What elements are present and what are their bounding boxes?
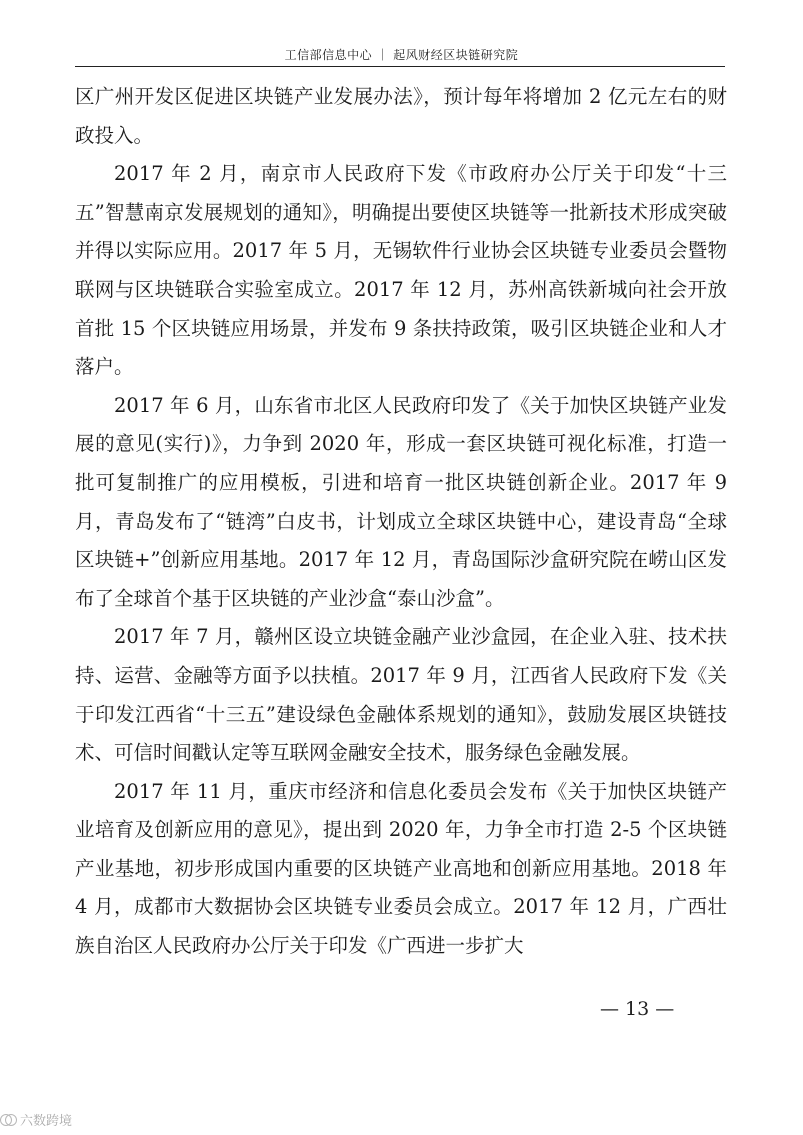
- page-header: 工信部信息中心 ｜ 起风财经区块链研究院: [284, 48, 519, 62]
- source-watermark: [0, 1110, 72, 1129]
- link-icon: [0, 1114, 16, 1126]
- watermark-text: 六数跨境: [20, 1114, 73, 1129]
- paragraph-continuation: 区广州开发区促进区块链产业发展办法》，预计每年将增加 2 亿元左右的财政投入。: [75, 85, 727, 147]
- paragraph-chongqing: 2017 年 11 月，重庆市经济和信息化委员会发布《关于加快区块链产业培育及创新应用的意见》，提出到 2020 年，力争全市打造 2-5 个区块链产业基地，初步形成国内重要的区块链产业高地和创新应用基地。2018 年 4 月，成都市大数据协会区块链专业委员会成立。2017 年 12 月，广西壮族自治区人民政府办公厅关于印发《广西进一步扩大: [75, 779, 727, 958]
- header-rule: [75, 66, 725, 67]
- paragraph-ganzhou: 2017 年 7 月，赣州区设立块链金融产业沙盒园，在企业入驻、技术扶持、运营、金融等方面予以扶植。2017 年 9 月，江西省人民政府下发《关于印发江西省“十三五”建设绿色金融体系规划的通知》，鼓励发展区块链技术、可信时间戳认定等互联网金融安全技术，服务绿色金融发展。: [75, 625, 727, 765]
- page-number: — 13 —: [600, 998, 675, 1020]
- paragraph-nanjing: 2017 年 2 月，南京市人民政府下发《市政府办公厅关于印发“十三五”智慧南京发展规划的通知》，明确提出要使区块链等一批新技术形成突破并得以实际应用。2017 年 5 月，无锡软件行业协会区块链专业委员会暨物联网与区块链联合实验室成立。2017 年 12 月，苏州高铁新城向社会开放首批 15 个区块链应用场景，并发布 9 条扶持政策，吸引区块链企业和人才落户。: [75, 162, 727, 379]
- paragraph-shandong: 2017 年 6 月，山东省市北区人民政府印发了《关于加快区块链产业发展的意见(实行)》，力争到 2020 年，形成一套区块链可视化标准，打造一批可复制推广的应用模板，引进和培育一批区块链创新企业。2017 年 9 月，青岛发布了“链湾”白皮书，计划成立全球区块链中心，建设青岛“全球区块链+”创新应用基地。2017 年 12 月，青岛国际沙盒研究院在崂山区发布了全球首个基于区块链的产业沙盒“泰山沙盒”。: [75, 393, 727, 610]
- document-body: [75, 78, 727, 966]
